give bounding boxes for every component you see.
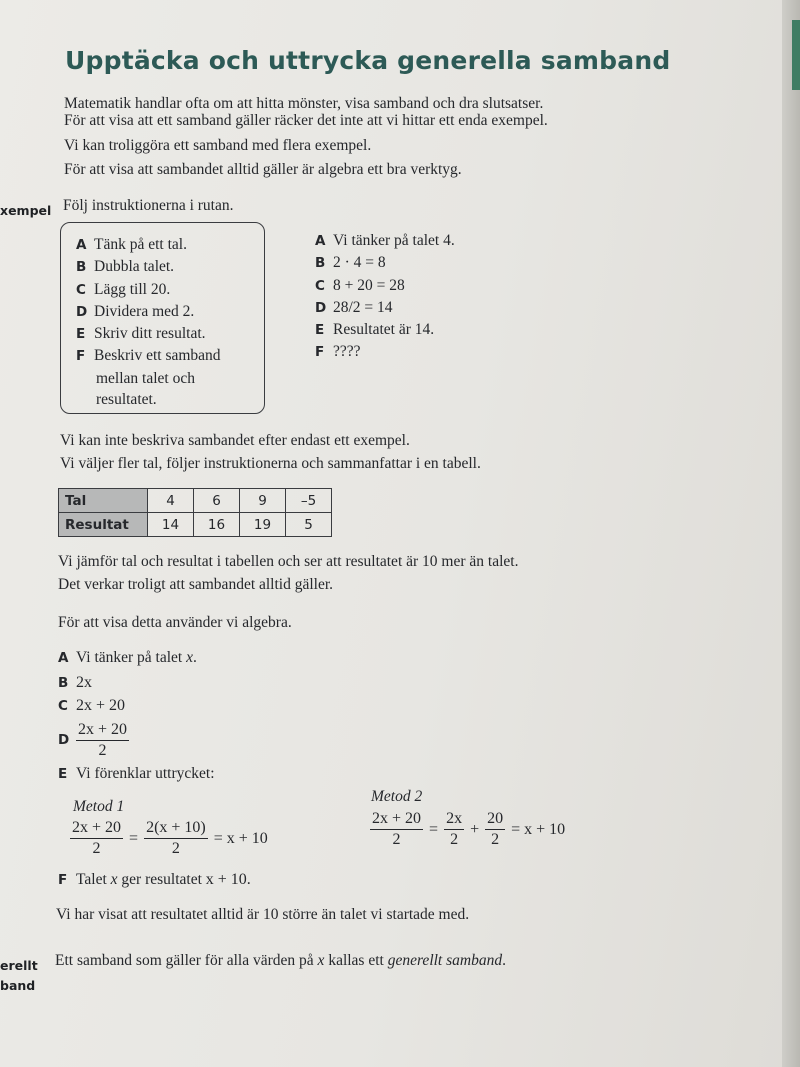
fraction: $\frac{20}{2}$ [487, 810, 504, 848]
intro-line-1: Matematik handlar ofta om att hitta mönster, visa samband och dra slutsatser. [64, 95, 544, 112]
follow-instructions: Följ instruktionerna i rutan. [63, 197, 234, 214]
example-step: D 28/2 = 14 [315, 298, 393, 316]
instruction-list [76, 234, 221, 410]
example-steps [315, 230, 455, 364]
intro-line-3: Vi kan troliggöra ett samband med flera exempel. [64, 137, 372, 154]
table-header-cell: Tal [59, 489, 148, 513]
compare-text-2: Det verkar troligt att sambandet alltid gäller. [58, 576, 334, 593]
table-row [59, 513, 332, 537]
chapter-tab [792, 20, 800, 90]
instruction-item: D Dividera med 2. [76, 302, 195, 320]
example-step: A Vi tänker på talet 4. [315, 232, 455, 249]
instruction-continuation: resultatet. [96, 391, 157, 409]
method-1-label: Metod 1 [73, 798, 125, 815]
fraction: $\frac{2x + 20}{2}$ [372, 810, 422, 848]
algebra-step-d: D $\frac{2x + 20}{2}$ [58, 721, 128, 759]
page-title: Upptäcka och uttrycka generella samband [65, 46, 671, 75]
value-table [58, 488, 332, 537]
mid-text-2: Vi väljer fler tal, följer instruktionerna och sammanfattar i en tabell. [60, 455, 481, 472]
example-step: F ???? [315, 343, 361, 361]
margin-label-general-2: band [0, 978, 36, 993]
example-step: E Resultatet är 14. [315, 321, 435, 339]
conclusion-text: Vi har visat att resultatet alltid är 10 större än talet vi startade med. [56, 906, 470, 923]
compare-text-1: Vi jämför tal och resultat i tabellen och ser att resultatet är 10 mer än talet. [58, 553, 519, 570]
fraction: $\frac{2x + 20}{2}$ [72, 819, 122, 857]
example-step: C 8 + 20 = 28 [315, 276, 405, 294]
mid-text-1: Vi kan inte beskriva sambandet efter endast ett exempel. [60, 432, 410, 449]
table-cell: 14 [148, 513, 194, 537]
table-cell: 5 [286, 513, 332, 537]
algebra-step-c: C 2x + 20 [58, 697, 126, 714]
definition-text: Ett samband som gäller för alla värden på x kallas ett generellt samband. [55, 952, 506, 969]
instruction-item: F Beskriv ett samband [76, 347, 221, 365]
page-edge [782, 0, 800, 1067]
table-cell: 4 [148, 489, 194, 513]
table-header-cell: Resultat [59, 513, 148, 537]
algebra-step-e: E Vi förenklar uttrycket: [58, 765, 215, 782]
intro-line-2: För att visa att ett samband gäller räcker det inte att vi hittar ett enda exempel. [64, 112, 548, 129]
table-cell: 19 [240, 513, 286, 537]
method-2-label: Metod 2 [371, 788, 423, 805]
margin-label-general-1: erellt [0, 958, 38, 973]
table-cell: –5 [286, 489, 332, 513]
instruction-item: A Tänk på ett tal. [76, 236, 187, 253]
algebra-step-a: A Vi tänker på talet x. [58, 649, 197, 666]
method-1-equation: $\frac{2x + 20}{2}$ = $\frac{2(x + 10)}{2}$ = x + 10 [72, 819, 268, 857]
fraction: $\frac{2x + 20}{2}$ [78, 721, 128, 759]
table-cell: 6 [194, 489, 240, 513]
instruction-item: C Lägg till 20. [76, 280, 171, 298]
instruction-continuation: mellan talet och [96, 369, 195, 387]
algebra-step-b: B 2x [58, 674, 92, 691]
method-2-equation: $\frac{2x + 20}{2}$ = $\frac{2x}{2}$ + $\frac{20}{2}$ = x + 10 [372, 810, 566, 848]
algebra-step-f: F Talet x ger resultatet x + 10. [58, 871, 251, 888]
example-step: B 2 · 4 = 8 [315, 254, 386, 272]
fraction: $\frac{2x}{2}$ [446, 810, 463, 848]
instruction-item: B Dubbla talet. [76, 258, 175, 276]
fraction: $\frac{2(x + 10)}{2}$ [146, 819, 206, 857]
instruction-item: E Skriv ditt resultat. [76, 325, 206, 343]
intro-line-4: För att visa att sambandet alltid gäller är algebra ett bra verktyg. [64, 161, 462, 178]
table-cell: 9 [240, 489, 286, 513]
table-row [59, 489, 332, 513]
margin-label-example: xempel [0, 203, 52, 218]
algebra-intro: För att visa detta använder vi algebra. [58, 614, 292, 631]
table-cell: 16 [194, 513, 240, 537]
